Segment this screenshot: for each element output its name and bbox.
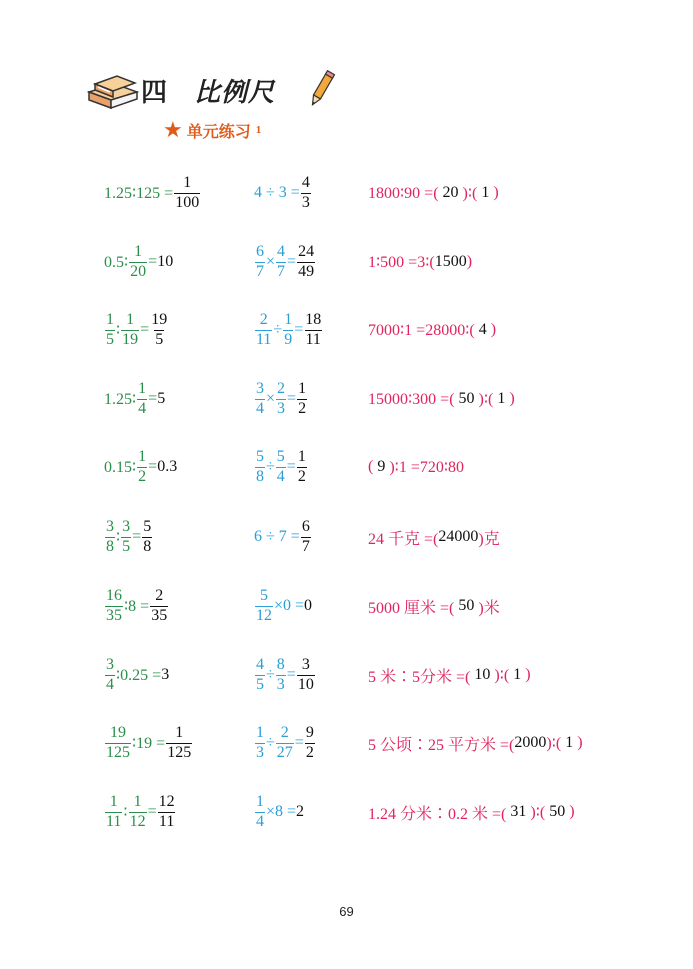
fraction <box>105 588 123 625</box>
denominator: 11 <box>158 812 175 830</box>
numerator: 6 <box>301 517 310 535</box>
expression-text: 15000∶300 =( <box>368 391 455 408</box>
denominator: 8 <box>256 467 264 485</box>
fraction <box>276 725 294 762</box>
expression-text: = <box>294 321 304 338</box>
chapter-name: 比例尺 <box>194 78 276 108</box>
exercise-c3 <box>368 437 464 497</box>
denominator: 7 <box>277 262 286 280</box>
exercise-c3 <box>368 163 499 223</box>
fraction <box>255 449 265 486</box>
numerator: 5 <box>143 517 152 535</box>
expression-text: = <box>287 253 297 270</box>
expression-text: )∶( <box>462 185 478 202</box>
numerator: 5 <box>276 447 285 465</box>
numerator: 3 <box>122 517 131 535</box>
exercise-row <box>0 369 693 429</box>
answer-fraction <box>297 449 307 486</box>
expression-text: 1∶500 =3∶( <box>368 254 435 271</box>
answer-text: 9 <box>373 458 390 475</box>
expression-text: = <box>148 390 158 407</box>
exercise-c2 <box>254 163 312 223</box>
exercise-c2 <box>254 507 312 567</box>
expression-text: 7000∶1 =28000∶( <box>368 322 475 339</box>
exercise-c1 <box>104 437 177 497</box>
denominator: 3 <box>276 675 285 693</box>
denominator: 5 <box>256 675 264 693</box>
expression-text: 1.24 分米∶0.2 米 =( <box>368 805 507 823</box>
numerator: 2 <box>280 723 289 741</box>
pencil-icon <box>305 70 337 110</box>
numerator: 4 <box>277 242 286 260</box>
answer-text: 20 <box>438 184 463 201</box>
exercise-c3 <box>368 300 496 360</box>
denominator: 19 <box>122 330 139 348</box>
denominator: 3 <box>301 193 310 211</box>
numerator: 1 <box>134 242 143 260</box>
expression-text: ×0 = <box>274 597 305 614</box>
exercise-c1 <box>104 713 193 773</box>
chapter-title <box>141 72 275 109</box>
denominator: 12 <box>256 606 272 624</box>
exercise-row <box>0 713 693 773</box>
expression-text: = <box>132 528 142 545</box>
expression-text: ÷ <box>266 666 275 683</box>
page-number: 69 <box>339 904 354 919</box>
fraction <box>129 244 147 281</box>
fraction <box>276 244 286 281</box>
exercise-c2 <box>254 645 316 705</box>
exercise-row <box>0 300 693 360</box>
fraction <box>255 312 272 349</box>
numerator: 4 <box>301 173 310 191</box>
expression-text: 1.25∶125 = <box>104 185 174 202</box>
denominator: 35 <box>151 606 168 624</box>
denominator: 12 <box>129 812 146 830</box>
fraction <box>276 449 286 486</box>
expression-text: ÷ <box>273 321 283 338</box>
answer-fraction <box>301 519 311 556</box>
denominator: 20 <box>130 262 147 280</box>
answer-text: 1 <box>561 734 578 751</box>
fraction <box>255 725 265 762</box>
expression-text: ∶ <box>123 804 128 821</box>
expression-text: ∶8 = <box>124 598 150 615</box>
denominator: 2 <box>138 467 147 485</box>
numerator: 1 <box>106 310 114 328</box>
numerator: 1 <box>284 310 293 328</box>
exercise-c3 <box>368 645 531 705</box>
fraction <box>129 794 147 831</box>
denominator: 5 <box>155 330 164 348</box>
answer-fraction <box>305 725 315 762</box>
exercise-c2 <box>254 782 304 842</box>
fraction <box>105 657 115 694</box>
fraction <box>276 657 286 694</box>
fraction <box>121 519 131 556</box>
numerator: 6 <box>256 242 264 260</box>
exercise-c1 <box>104 782 177 842</box>
answer-text: 1 <box>509 666 526 683</box>
book-stack-icon <box>89 76 137 108</box>
denominator: 7 <box>301 537 310 555</box>
numerator: 12 <box>158 792 175 810</box>
numerator: 1 <box>138 447 147 465</box>
exercise-c1 <box>104 507 153 567</box>
expression-text: 1.25∶ <box>104 391 137 408</box>
expression-text: = <box>147 803 157 820</box>
denominator: 11 <box>106 812 122 830</box>
exercise-c2 <box>254 232 316 292</box>
expression-text: = <box>140 321 150 338</box>
expression-text: ) <box>509 390 515 407</box>
answer-text: 4 <box>474 321 491 338</box>
exercise-c2 <box>254 369 308 429</box>
expression-text: 5000 厘米 =( <box>368 599 455 617</box>
expression-text: )∶1 =720∶80 <box>389 459 465 476</box>
numerator: 5 <box>260 586 268 604</box>
numerator: 1 <box>133 792 142 810</box>
numerator: 3 <box>106 655 114 673</box>
exercise-c3 <box>368 576 500 636</box>
answer-text: 5 <box>157 390 166 407</box>
denominator: 8 <box>143 537 152 555</box>
expression-text: = <box>148 458 158 475</box>
answer-text: 50 <box>454 597 479 614</box>
exercise-row <box>0 507 693 567</box>
answer-fraction <box>301 175 311 212</box>
fraction <box>255 381 265 418</box>
exercise-c1 <box>104 163 201 223</box>
denominator: 5 <box>122 537 131 555</box>
expression-text: = <box>286 666 296 683</box>
denominator: 11 <box>256 330 272 348</box>
fraction <box>255 588 273 625</box>
denominator: 2 <box>297 467 306 485</box>
expression-text: )∶( <box>494 667 510 684</box>
denominator: 5 <box>106 330 114 348</box>
expression-text: )∶( <box>530 804 546 821</box>
exercise-c2 <box>254 713 316 773</box>
star-icon: ★ <box>163 117 183 142</box>
answer-text: 2000 <box>514 734 547 751</box>
expression-text: 0.15∶ <box>104 459 137 476</box>
expression-text: 0.5∶ <box>104 254 129 271</box>
numerator: 1 <box>109 792 118 810</box>
expression-text: 6 ÷ 7 = <box>254 528 300 545</box>
exercise-row <box>0 782 693 842</box>
answer-text: 3 <box>161 666 170 683</box>
expression-text: )∶( <box>546 735 562 752</box>
answer-text: 1 <box>477 184 494 201</box>
expression-text: = <box>294 734 304 751</box>
expression-text: )∶( <box>478 391 494 408</box>
numerator: 19 <box>151 310 168 328</box>
books-icon <box>85 66 141 110</box>
expression-text: 4 ÷ 3 = <box>254 184 300 201</box>
numerator: 9 <box>305 723 314 741</box>
denominator: 3 <box>256 743 264 761</box>
denominator: 125 <box>106 743 130 761</box>
exercise-c1 <box>104 300 169 360</box>
denominator: 11 <box>305 330 321 348</box>
answer-fraction <box>150 588 168 625</box>
chapter-number: 四 <box>141 78 169 108</box>
answer-text: 50 <box>454 390 479 407</box>
answer-fraction <box>297 244 315 281</box>
numerator: 1 <box>297 447 306 465</box>
fraction <box>255 794 265 831</box>
answer-fraction <box>166 725 192 762</box>
numerator: 1 <box>183 173 192 191</box>
answer-text: 1 <box>493 390 510 407</box>
answer-fraction <box>150 312 168 349</box>
numerator: 3 <box>106 517 114 535</box>
expression-text: ) <box>466 253 473 270</box>
answer-text: 31 <box>506 803 531 820</box>
fraction <box>283 312 293 349</box>
exercise-row <box>0 163 693 223</box>
section-title: 单元练习 <box>186 121 251 141</box>
denominator: 27 <box>276 743 293 761</box>
exercise-c3 <box>368 713 583 773</box>
expression-text: ∶ <box>116 322 121 339</box>
numerator: 5 <box>256 447 264 465</box>
expression-text: ∶ <box>116 529 121 546</box>
expression-text: ) <box>493 184 499 201</box>
fraction <box>105 725 131 762</box>
answer-text: 24000 <box>438 528 479 545</box>
fraction <box>276 381 286 418</box>
expression-text: = <box>286 458 296 475</box>
exercise-c1 <box>104 645 169 705</box>
exercise-c3 <box>368 507 500 567</box>
denominator: 4 <box>106 675 114 693</box>
denominator: 2 <box>298 399 307 417</box>
denominator: 100 <box>175 193 200 211</box>
answer-fraction <box>158 794 176 831</box>
answer-fraction <box>297 657 315 694</box>
expression-text: 5 公顷∶25 平方米 =( <box>368 736 515 754</box>
denominator: 35 <box>106 606 122 624</box>
expression-text: × <box>266 390 276 407</box>
expression-text: × <box>266 253 276 270</box>
fraction <box>255 657 265 694</box>
expression-text: ) <box>577 734 583 751</box>
denominator: 3 <box>277 399 286 417</box>
expression-text: ) <box>569 803 575 820</box>
exercise-row <box>0 232 693 292</box>
expression-text: 1800∶90 =( <box>368 185 439 202</box>
numerator: 1 <box>256 723 264 741</box>
numerator: 2 <box>277 379 286 397</box>
fraction <box>105 794 122 831</box>
exercise-c1 <box>104 369 165 429</box>
numerator: 1 <box>175 723 184 741</box>
answer-fraction <box>297 381 307 418</box>
exercise-c1 <box>104 232 173 292</box>
numerator: 19 <box>110 723 126 741</box>
exercise-row <box>0 576 693 636</box>
exercise-c1 <box>104 576 169 636</box>
numerator: 16 <box>106 586 122 604</box>
numerator: 18 <box>305 310 322 328</box>
answer-text: 50 <box>545 803 570 820</box>
denominator: 4 <box>256 812 264 830</box>
expression-text: ( <box>368 458 374 475</box>
answer-fraction <box>174 175 200 212</box>
expression-text: ) <box>525 666 531 683</box>
expression-text: ) <box>490 321 497 338</box>
exercise-c2 <box>254 437 308 497</box>
fraction <box>121 312 139 349</box>
answer-text: 1500 <box>434 253 467 270</box>
answer-text: 10 <box>157 253 174 270</box>
denominator: 8 <box>106 537 114 555</box>
expression-text: 5 米∶5分米 =( <box>368 668 471 686</box>
exercise-c3 <box>368 232 472 292</box>
denominator: 4 <box>276 467 285 485</box>
fraction <box>105 312 115 349</box>
section-number: 1 <box>255 124 262 136</box>
exercise-row <box>0 437 693 497</box>
numerator: 24 <box>298 242 315 260</box>
numerator: 8 <box>276 655 285 673</box>
expression-text: )克 <box>478 530 500 548</box>
section-subtitle <box>163 118 261 142</box>
answer-fraction <box>142 519 152 556</box>
exercise-c2 <box>254 576 312 636</box>
exercise-c3 <box>368 782 575 842</box>
answer-text: 0.3 <box>157 458 178 475</box>
denominator: 49 <box>298 262 315 280</box>
numerator: 3 <box>256 379 264 397</box>
expression-text: ∶19 = <box>132 735 166 752</box>
exercise-c2 <box>254 300 323 360</box>
answer-text: 10 <box>470 666 495 683</box>
denominator: 9 <box>284 330 293 348</box>
fraction <box>137 449 147 486</box>
denominator: 7 <box>256 262 264 280</box>
exercise-row <box>0 645 693 705</box>
exercise-c3 <box>368 369 515 429</box>
chapter-header <box>85 66 345 110</box>
answer-text: 0 <box>304 597 313 614</box>
numerator: 1 <box>126 310 135 328</box>
numerator: 4 <box>256 655 264 673</box>
numerator: 3 <box>301 655 310 673</box>
denominator: 4 <box>138 399 147 417</box>
denominator: 125 <box>167 743 192 761</box>
denominator: 2 <box>305 743 314 761</box>
expression-text: = <box>148 253 158 270</box>
numerator: 1 <box>256 792 264 810</box>
answer-text: 2 <box>296 803 305 820</box>
answer-fraction <box>304 312 322 349</box>
expression-text: )米 <box>478 599 500 617</box>
expression-text: 24 千克 =( <box>368 530 439 548</box>
expression-text: ∶0.25 = <box>116 667 162 684</box>
fraction <box>105 519 115 556</box>
numerator: 2 <box>155 586 164 604</box>
denominator: 10 <box>297 675 314 693</box>
denominator: 4 <box>256 399 264 417</box>
fraction <box>137 381 147 418</box>
expression-text: = <box>287 390 297 407</box>
numerator: 1 <box>298 379 307 397</box>
expression-text: ×8 = <box>266 803 297 820</box>
fraction <box>255 244 265 281</box>
numerator: 2 <box>259 310 268 328</box>
expression-text: ÷ <box>266 458 275 475</box>
expression-text: ÷ <box>266 734 275 751</box>
numerator: 1 <box>138 379 147 397</box>
